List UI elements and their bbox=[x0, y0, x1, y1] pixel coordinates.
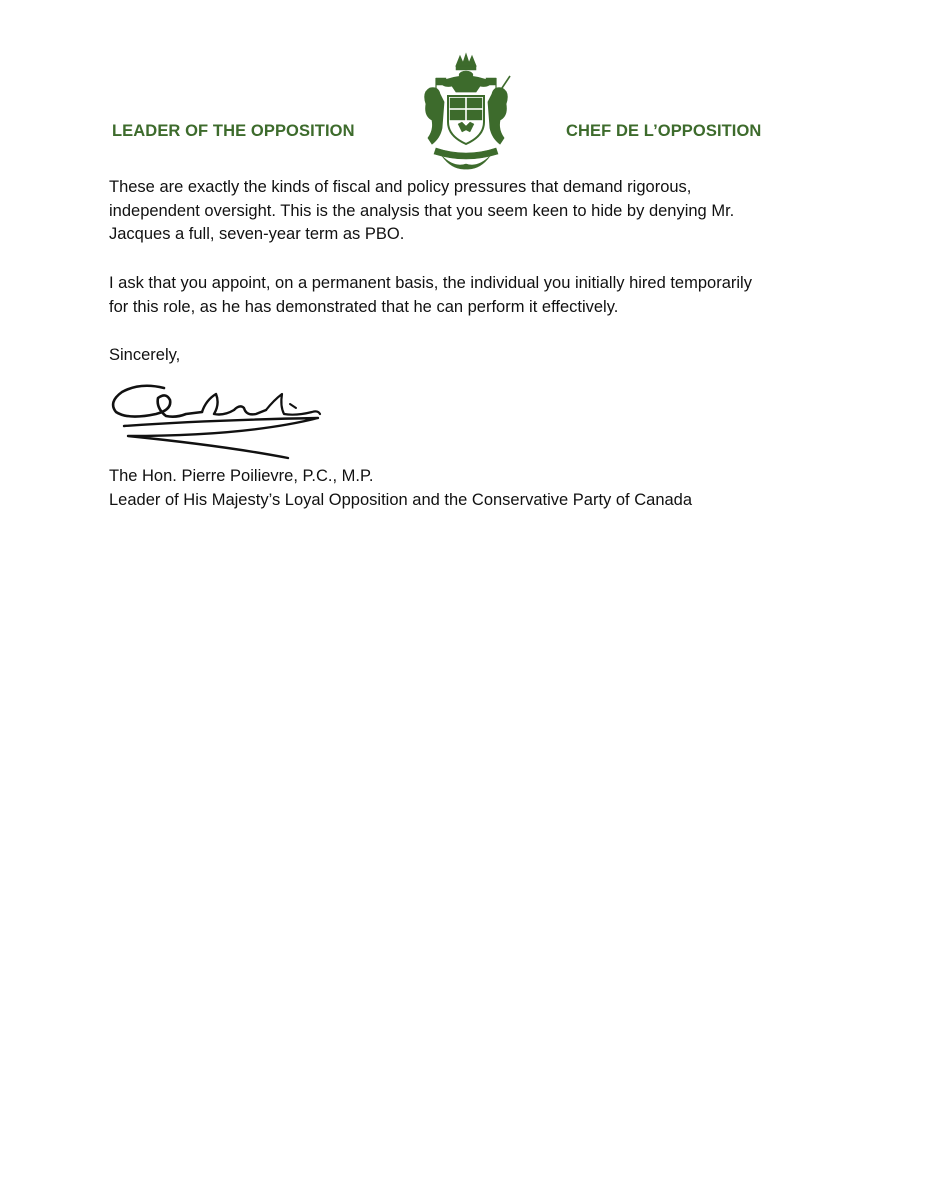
paragraph-line: Jacques a full, seven-year term as PBO. bbox=[109, 225, 405, 243]
signature-block bbox=[109, 465, 829, 512]
closing-salutation: Sincerely, bbox=[109, 346, 181, 364]
paragraph-line: I ask that you appoint, on a permanent basis, the individual you initially hired temporarily bbox=[109, 274, 752, 292]
letterhead-title-english: LEADER OF THE OPPOSITION bbox=[112, 122, 355, 140]
letterhead-title-french: CHEF DE L’OPPOSITION bbox=[566, 122, 762, 140]
signatory-title: Leader of His Majesty’s Loyal Opposition and the Conservative Party of Canada bbox=[109, 490, 693, 509]
handwritten-signature-icon bbox=[106, 374, 326, 464]
paragraph-line: for this role, as he has demonstrated that he can perform it effectively. bbox=[109, 297, 619, 316]
paragraph-oversight bbox=[109, 176, 829, 247]
paragraph-appointment-request bbox=[109, 272, 829, 319]
paragraph-line: These are exactly the kinds of fiscal and policy pressures that demand rigorous, bbox=[109, 178, 692, 196]
signatory-name: The Hon. Pierre Poilievre, P.C., M.P. bbox=[109, 467, 374, 485]
coat-of-arms-icon bbox=[418, 52, 514, 170]
paragraph-line: independent oversight. This is the analysis that you seem keen to hide by denying Mr. bbox=[109, 201, 735, 220]
